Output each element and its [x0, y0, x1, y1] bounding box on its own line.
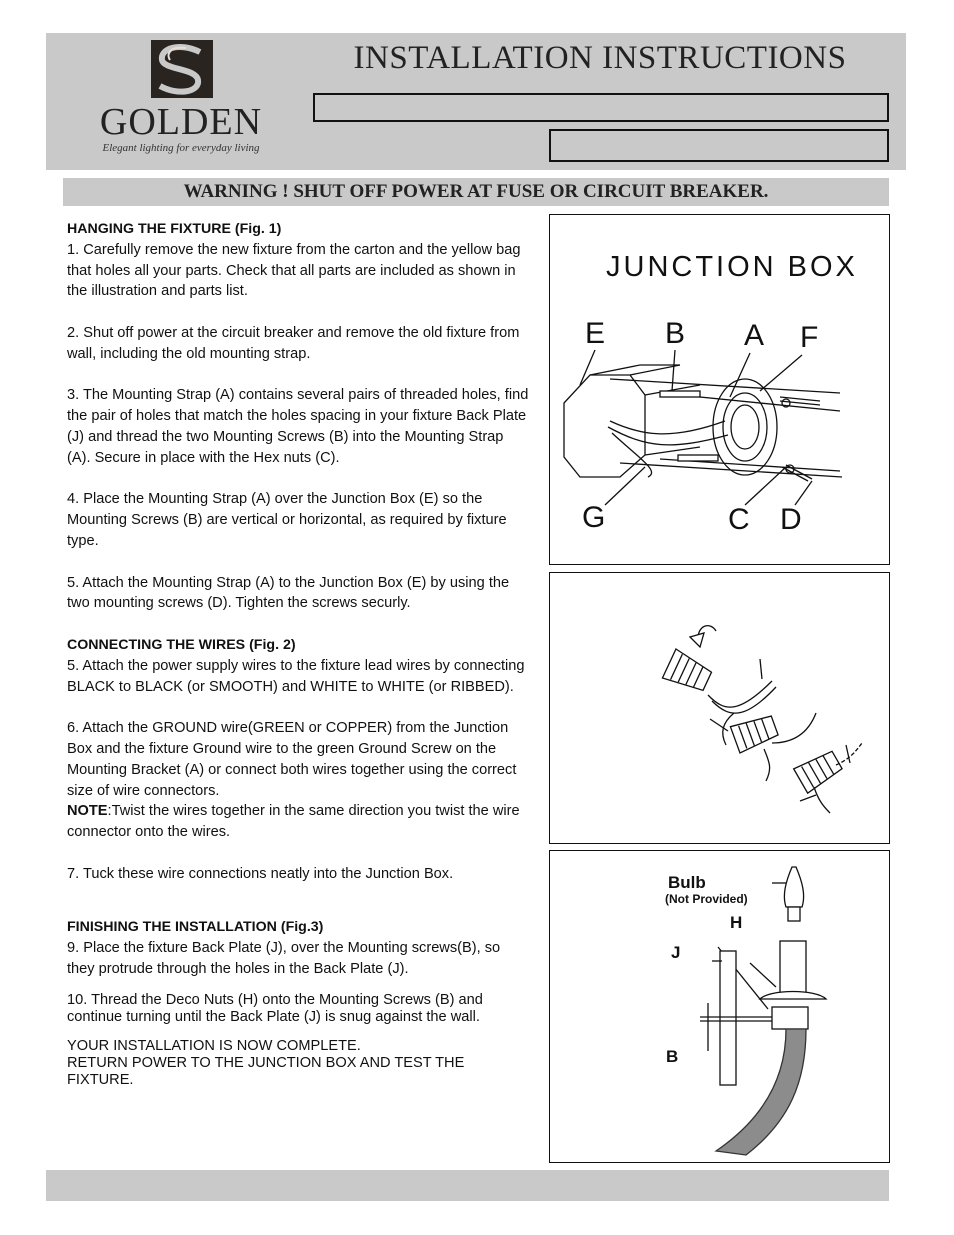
fig1-title: JUNCTION BOX	[606, 251, 858, 283]
figure-fixture	[549, 850, 890, 1163]
step-5b: 5. Attach the power supply wires to the fixture lead wires by connecting BLACK to BLACK (or SMOOTH) and WHITE to WHITE (or RIBBED).	[67, 657, 525, 695]
brand-logo	[96, 38, 266, 166]
step-6: 6. Attach the GROUND wire(GREEN or COPPER) from the Junction Box and the fixture Ground wire to the green Ground Screw on the Mounting Bracket (A) or connect both wires together using the correct size of wire connectors.	[67, 720, 517, 799]
step-2: 2. Shut off power at the circuit breaker and remove the old fixture from wall, including the old mounting strap.	[67, 324, 520, 362]
note	[67, 801, 529, 843]
item-number-box	[549, 129, 889, 162]
label-b: B	[665, 317, 686, 350]
warning-banner: WARNING ! SHUT OFF POWER AT FUSE OR CIRCUIT BREAKER.	[63, 178, 889, 206]
label-c: C	[728, 503, 750, 536]
label-b-screw: B	[666, 1047, 679, 1066]
section-heading-finishing: FINISHING THE INSTALLATION (Fig.3)	[67, 919, 324, 936]
step-1: 1. Carefully remove the new fixture from the carton and the yellow bag that holes all your parts. Check that all parts are included as shown in the illustration and parts list.	[67, 241, 521, 300]
label-a: A	[744, 319, 765, 352]
step-5a: 5. Attach the Mounting Strap (A) to the Junction Box (E) by using the two mounting screws (D). Tighten the screws securly.	[67, 574, 510, 612]
instructions-column	[67, 219, 529, 1089]
wire-connectors-diagram	[550, 573, 891, 845]
section-heading-hanging: HANGING THE FIXTURE (Fig. 1)	[67, 221, 282, 237]
label-h: H	[730, 913, 743, 932]
brand-tagline: Elegant lighting for everyday living	[102, 142, 260, 154]
complete-line-2: RETURN POWER TO THE JUNCTION BOX AND TEST THE FIXTURE.	[67, 1054, 465, 1088]
note-label: NOTE	[67, 803, 108, 820]
step-9: 9. Place the fixture Back Plate (J), over the Mounting screws(B), so they protrude through the holes in the Back Plate (J).	[67, 940, 501, 977]
label-d: D	[780, 503, 802, 536]
brand-name: GOLDEN	[99, 101, 263, 143]
logo-mark-icon	[96, 38, 266, 108]
complete-line-1: YOUR INSTALLATION IS NOW COMPLETE.	[67, 1037, 361, 1054]
label-f: F	[800, 321, 819, 354]
figure-wire-connectors	[549, 572, 890, 844]
step-7: 7. Tuck these wire connections neatly into the Junction Box.	[67, 865, 454, 882]
label-not-provided: (Not Provided)	[665, 892, 748, 906]
label-g: G	[582, 501, 606, 534]
step-4: 4. Place the Mounting Strap (A) over the Junction Box (E) so the Mounting Screws (B) are vertical or horizontal, as required by fixture type.	[67, 491, 507, 549]
note-text: :Twist the wires together in the same direction you twist the wire connector onto the wires.	[67, 803, 520, 841]
section-heading-wires: CONNECTING THE WIRES (Fig. 2)	[67, 636, 296, 653]
label-e: E	[585, 317, 606, 350]
figure-junction-box	[549, 214, 890, 565]
model-number-box	[313, 93, 889, 122]
label-j: J	[671, 943, 681, 962]
step-10: 10. Thread the Deco Nuts (H) onto the Mounting Screws (B) and continue turning until the Back Plate (J) is snug against the wall.	[67, 991, 483, 1025]
page-title: INSTALLATION INSTRUCTIONS	[353, 40, 847, 76]
label-bulb: Bulb	[668, 873, 706, 892]
footer-band	[46, 1170, 889, 1201]
step-3: 3. The Mounting Strap (A) contains several pairs of threaded holes, find the pair of holes that match the holes spacing in your fixture Back Plate (J) and thread the two Mounting Screws (B) into the Mounting Strap (A). Secure in place with the Hex nuts (C).	[67, 387, 529, 466]
